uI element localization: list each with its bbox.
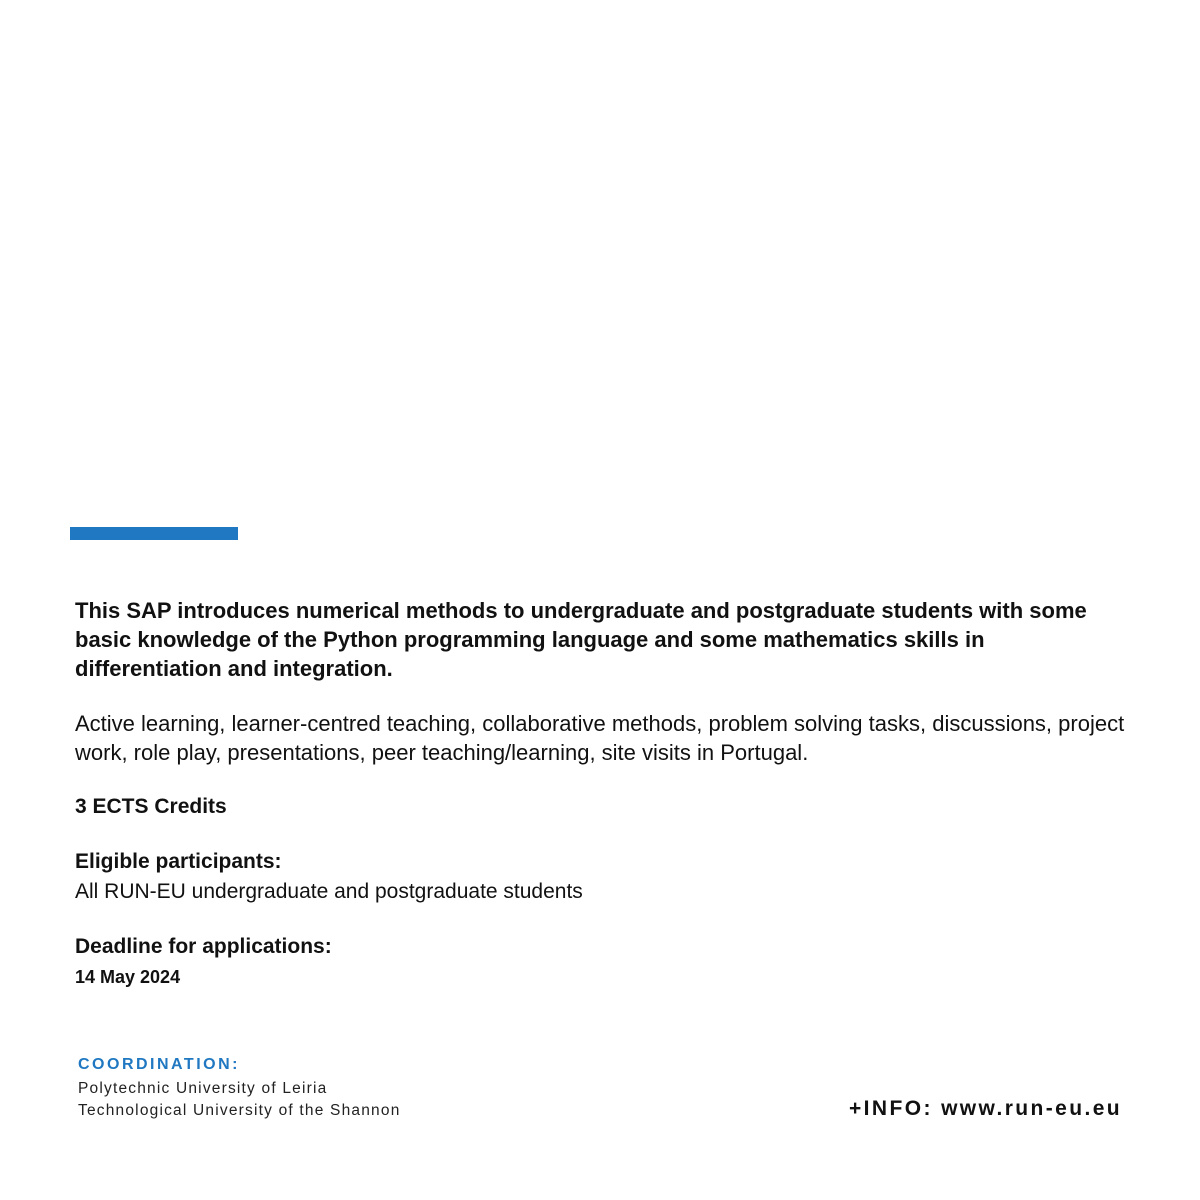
eligible-heading: Eligible participants: (75, 850, 282, 873)
coordinator-name: Technological University of the Shannon (78, 1102, 401, 1119)
deadline-heading: Deadline for applications: (75, 935, 332, 958)
accent-bar (70, 527, 238, 540)
deadline-value: 14 May 2024 (75, 967, 181, 987)
credits-text: 3 ECTS Credits (75, 795, 227, 818)
coordinator-name: Polytechnic University of Leiria (78, 1080, 328, 1097)
methods-paragraph: Active learning, learner-centred teaching, collaborative methods, problem solving tasks, discussions, project work, role play, presentations, peer teaching/learning, site visits in Portugal. (75, 711, 1125, 765)
intro-paragraph: This SAP introduces numerical methods to undergraduate and postgraduate students with some basic knowledge of the Python programming language and some mathematics skills in differentiation and integration. (75, 598, 1087, 681)
eligible-value: All RUN-EU undergraduate and postgraduate students (75, 880, 583, 903)
coordination-label: COORDINATION: (78, 1056, 240, 1073)
more-info-link[interactable]: +INFO: www.run-eu.eu (849, 1097, 1122, 1120)
